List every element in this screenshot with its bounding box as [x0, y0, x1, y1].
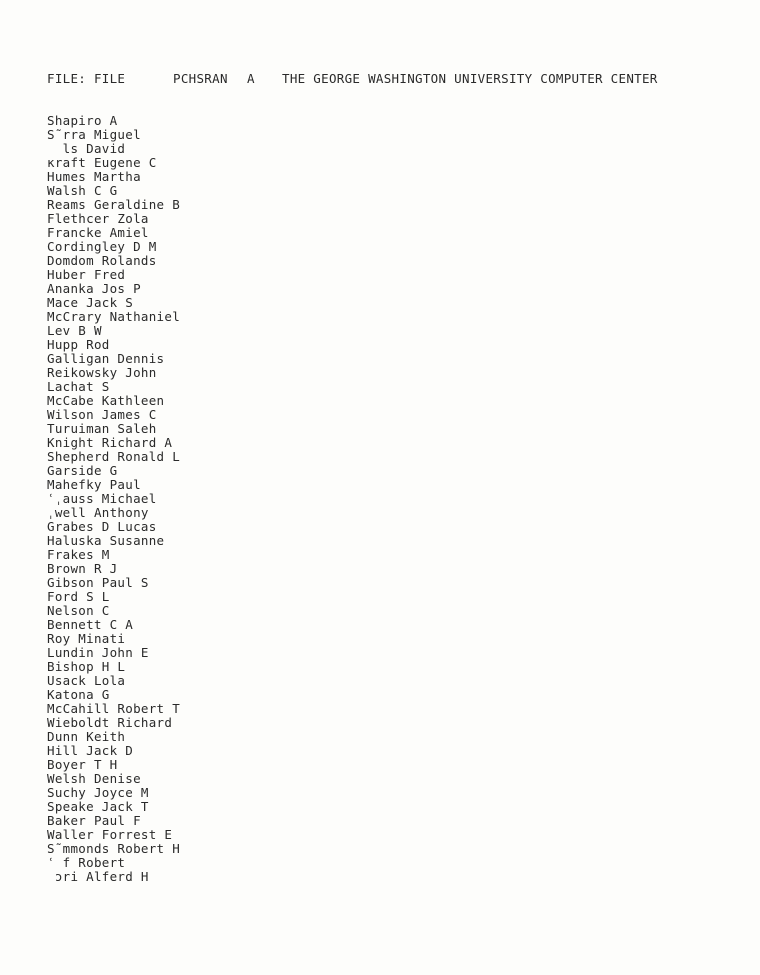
name-entry: Ananka Jos P [47, 281, 141, 296]
name-entry: Wieboldt Richard [47, 715, 173, 730]
name-entry: Turuiman Saleh [47, 421, 157, 436]
name-entry: Bennett C A [47, 617, 134, 632]
name-entry: ʿ f Robert [47, 855, 126, 870]
name-list [47, 114, 180, 884]
name-entry: S˜mmonds Robert H [47, 841, 181, 856]
name-entry: Mahefky Paul [47, 477, 141, 492]
name-entry: Usack Lola [47, 673, 126, 688]
name-entry: Knight Richard A [47, 435, 173, 450]
name-entry: Speake Jack T [47, 799, 149, 814]
name-entry: Welsh Denise [47, 771, 141, 786]
name-entry: Mace Jack S [47, 295, 134, 310]
file-label: FILE: FILE [47, 71, 126, 86]
name-entry: Humes Martha [47, 169, 141, 184]
name-entry: Nelson C [47, 603, 110, 618]
name-entry: Waller Forrest E [47, 827, 173, 842]
name-entry: Huber Fred [47, 267, 126, 282]
program-name: PCHSRAN [173, 71, 228, 86]
institution-name: THE GEORGE WASHINGTON UNIVERSITY COMPUTER CENTER [282, 71, 658, 86]
name-entry: Brown R J [47, 561, 118, 576]
name-entry: Roy Minati [47, 631, 126, 646]
printout-header [47, 71, 658, 87]
name-entry: Baker Paul F [47, 813, 141, 828]
name-entry: Lev B W [47, 323, 102, 338]
name-entry: McCabe Kathleen [47, 393, 165, 408]
name-entry: Hill Jack D [47, 743, 134, 758]
name-entry: Gibson Paul S [47, 575, 149, 590]
name-entry: Ford S L [47, 589, 110, 604]
name-entry: Lundin John E [47, 645, 149, 660]
name-entry: ʿˌauss Michael [47, 491, 157, 506]
name-entry: Bishop H L [47, 659, 126, 674]
name-entry: Shapiro A [47, 113, 118, 128]
name-entry: Grabes D Lucas [47, 519, 157, 534]
name-entry: S˜rra Miguel [47, 127, 141, 142]
name-entry: Frakes M [47, 547, 110, 562]
name-entry: Galligan Dennis [47, 351, 165, 366]
name-entry: Boyer T H [47, 757, 118, 772]
name-entry: Francke Amiel [47, 225, 149, 240]
name-entry: Garside G [47, 463, 118, 478]
name-entry: Walsh C G [47, 183, 118, 198]
name-entry: McCahill Robert T [47, 701, 181, 716]
name-entry: McCrary Nathaniel [47, 309, 181, 324]
name-entry: ˌwell Anthony [47, 505, 149, 520]
name-entry: ɔri Alferd H [47, 869, 149, 884]
name-entry: Wilson James C [47, 407, 157, 422]
name-entry: Domdom Rolands [47, 253, 157, 268]
name-entry: ls David [47, 141, 126, 156]
name-entry: Lachat S [47, 379, 110, 394]
name-entry: Reikowsky John [47, 365, 157, 380]
name-entry: Flethcer Zola [47, 211, 149, 226]
name-entry: Cordingley D M [47, 239, 157, 254]
file-mode: A [247, 71, 255, 86]
name-entry: Hupp Rod [47, 337, 110, 352]
name-entry: Shepherd Ronald L [47, 449, 181, 464]
name-entry: κraft Eugene C [47, 155, 157, 170]
name-entry: Haluska Susanne [47, 533, 165, 548]
name-entry: Katona G [47, 687, 110, 702]
name-entry: Reams Geraldine B [47, 197, 181, 212]
name-entry: Suchy Joyce M [47, 785, 149, 800]
name-entry: Dunn Keith [47, 729, 126, 744]
